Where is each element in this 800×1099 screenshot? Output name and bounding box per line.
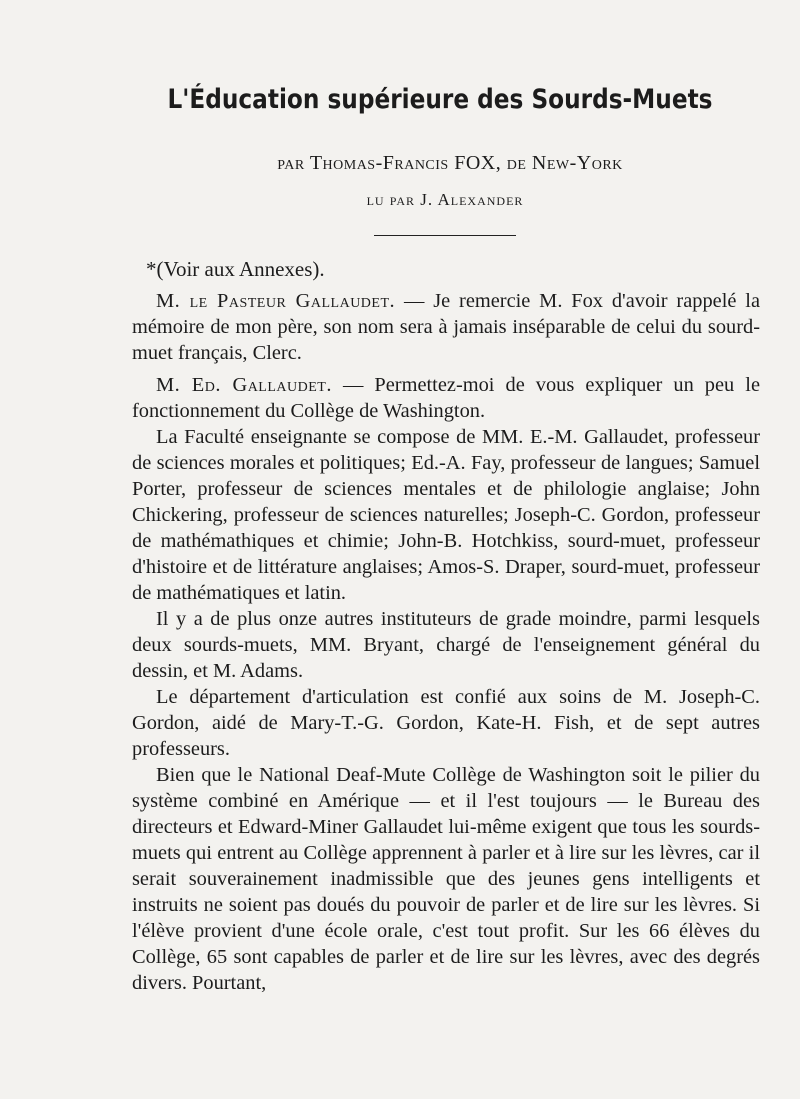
speaker-text: — Permettez-moi de vous expliquer un peu le fonctionnement du Collège de Washington. (132, 374, 761, 422)
byline-suffix: , de New-York (495, 152, 623, 174)
speaker-name: M. Ed. Gallaudet. (156, 374, 332, 396)
title-divider (374, 235, 516, 236)
paragraph-articulation: Le département d'articulation est confié aux soins de M. Joseph-C. Gordon, aidé de Mary-T.-G. Gordon, Kate-H. Fish, et de sept autres professeurs. (132, 686, 760, 760)
byline-prefix: par (277, 152, 305, 174)
paragraph-instructors: Il y a de plus onze autres instituteurs de grade moindre, parmi lesquels deux sourds-muets, MM. Bryant, chargé de l'enseignement général du dessin, et M. Adams. (132, 608, 760, 682)
paragraph-speaker-2 (132, 372, 760, 424)
body-text (132, 256, 760, 996)
paragraph-speaker-1 (132, 288, 760, 366)
speaker-text: — Je remercie M. Fox d'avoir rappelé la mémoire de mon père, son nom sera à jamais inséparable de celui du sourd-muet français, Clerc. (132, 290, 760, 364)
page-title: L'Éducation supérieure des Sourds-Muets (167, 84, 713, 115)
reader-line: lu par J. Alexander (366, 190, 524, 209)
speaker-name: M. le Pasteur Gallaudet. (156, 290, 396, 312)
annex-note: *(Voir aux Annexes). (146, 257, 325, 281)
paragraph-faculty: La Faculté enseignante se compose de MM. E.-M. Gallaudet, professeur de sciences morales et politiques; Ed.-A. Fay, professeur de langues; Samuel Porter, professeur de sciences mentales et de philologie anglaise; John Chickering, professeur de sciences naturelles; Joseph-C. Gordon, professeur de mathémathiques et chimie; John-B. Hotchkiss, sourd-muet, professeur d'histoire et de littérature anglaises; Amos-S. Draper, sourd-muet, professeur de mathématiques et latin. (132, 426, 760, 604)
paragraph-college: Bien que le National Deaf-Mute Collège de Washington soit le pilier du système combiné en Amérique — et il l'est toujours — le Bureau des directeurs et Edward-Miner Gallaudet lui-même exigent que tous les sourds-muets qui entrent au Collège apprennent à parler et à lire sur les lèvres, car il serait souverainement inadmissible que des jeunes gens intelligents et instruits ne soient pas doués du pouvoir de parler et de lire sur les lèvres. Si l'élève provient d'une école orale, c'est tout profit. Sur les 66 élèves du Collège, 65 sont capables de parler et de lire sur les lèvres, avec des degrés divers. Pourtant, (132, 764, 760, 994)
byline (230, 152, 670, 175)
author-name: Thomas-Francis FOX (309, 152, 496, 174)
